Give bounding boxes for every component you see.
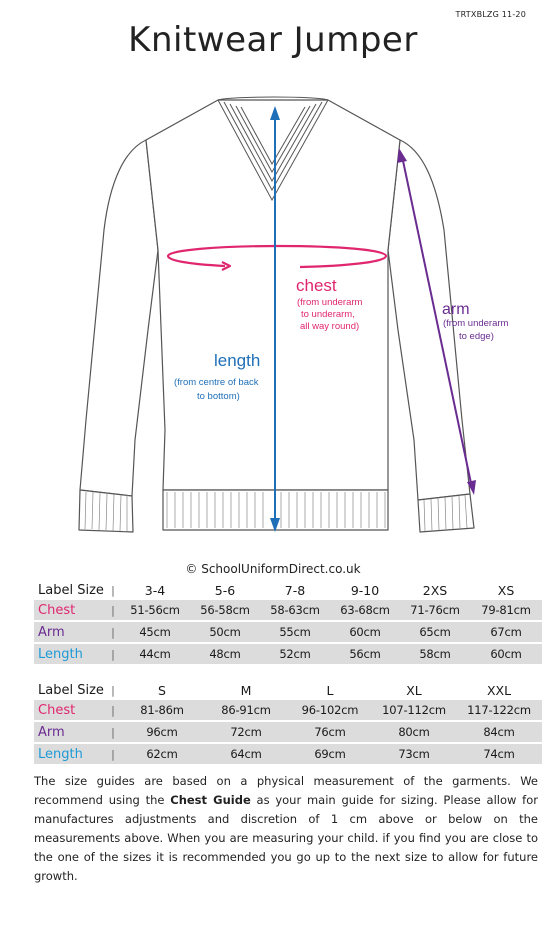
arm-label: arm [442,301,470,318]
chest-note-line-1: (from underarm [297,297,363,308]
chest-label: chest [296,276,337,295]
measurement-cell: 96-102cm [301,703,359,717]
size-cell: 2XS [422,582,448,598]
chest-row [34,600,542,621]
measurement-cell: 65cm [400,621,470,643]
size-table-junior [34,580,542,664]
measurement-cell: 55cm [260,621,330,643]
arm-note-line-1: (from underarm [443,318,509,329]
measurement-cell: 45cm [120,621,190,643]
measurement-cell: 50cm [190,621,260,643]
size-cell: XL [406,682,422,698]
size-table-adult [34,680,542,764]
footnote-text-2: as your main guide for sizing. Please allow for manufactures adjustments and discretion of 1 cm above or below on the measurements above. When you are measuring your child. if you find you are close to the one of the sizes it is recommended you go up to the next size to allow for future growth. [34,793,538,883]
column-divider: | [111,603,115,617]
chest-note-line-2: to underarm, [301,309,355,320]
column-divider: | [111,583,115,597]
label-size-header: Label Size [38,582,104,598]
size-header-row [34,680,542,700]
chest-row [34,700,542,721]
size-header-row [34,580,542,600]
footnote-bold-chest-guide: Chest Guide [170,793,251,807]
column-divider: | [111,683,115,697]
measurement-cell: 69cm [288,743,372,764]
arm-row [34,621,542,643]
size-cell: 9-10 [350,582,380,598]
measurement-cell: 44cm [120,643,190,664]
footnote-text-1: The size guides are based on a physical measurement of the garments. We recommend using the [34,774,538,807]
copyright-text: © SchoolUniformDirect.co.uk [185,562,361,576]
chest-note-line-3: all way round) [300,321,360,332]
column-divider: | [106,743,120,764]
jumper-diagram [0,92,546,542]
arm-note-line-2: to edge) [459,331,494,342]
size-cell: 3-4 [144,582,166,598]
measurement-cell: 56cm [330,643,400,664]
measurement-cell: 96cm [120,721,204,743]
measurement-cell: 51-56cm [130,603,180,617]
column-divider: | [106,621,120,643]
measurement-cell: 58-63cm [270,603,320,617]
measurement-cell: 64cm [204,743,288,764]
length-label: length [214,351,261,370]
size-cell: XXL [486,682,512,698]
row-label-chest: Chest [38,702,76,718]
length-row [34,643,542,664]
measurement-cell: 84cm [456,721,542,743]
measurement-cell: 67cm [470,621,542,643]
page-title: Knitwear Jumper [128,20,418,60]
measurement-cell: 79-81cm [481,603,531,617]
measurement-cell: 86-91cm [221,703,271,717]
measurement-cell: 56-58cm [200,603,250,617]
row-label-arm: Arm [34,621,106,643]
size-cell: S [158,682,166,698]
measurement-cell: 58cm [400,643,470,664]
measurement-cell: 74cm [456,743,542,764]
size-cell: XS [497,582,515,598]
measurement-cell: 71-76cm [410,603,460,617]
length-note-line-1: (from centre of back [174,377,259,388]
label-size-header: Label Size [38,682,104,698]
sizing-footnote [34,772,538,886]
size-cell: L [326,682,334,698]
row-label-length: Length [34,643,106,664]
measurement-cell: 117-122cm [467,703,531,717]
length-note-line-2: to bottom) [197,391,240,402]
measurement-cell: 62cm [120,743,204,764]
measurement-cell: 60cm [330,621,400,643]
size-cell: M [240,682,252,698]
measurement-cell: 60cm [470,643,542,664]
size-cell: 7-8 [284,582,306,598]
row-label-length: Length [34,743,106,764]
size-cell: 5-6 [214,582,236,598]
length-row [34,743,542,764]
measurement-cell: 80cm [372,721,456,743]
measurement-cell: 72cm [204,721,288,743]
measurement-cell: 107-112cm [382,703,446,717]
arm-row [34,721,542,743]
product-code: TRTXBLZG 11-20 [455,10,526,19]
measurement-cell: 81-86m [140,703,184,717]
column-divider: | [106,643,120,664]
measurement-cell: 76cm [288,721,372,743]
measurement-cell: 63-68cm [340,603,390,617]
row-label-arm: Arm [34,721,106,743]
column-divider: | [106,721,120,743]
measurement-cell: 73cm [372,743,456,764]
row-label-chest: Chest [38,602,76,618]
measurement-cell: 52cm [260,643,330,664]
measurement-cell: 48cm [190,643,260,664]
column-divider: | [111,703,115,717]
